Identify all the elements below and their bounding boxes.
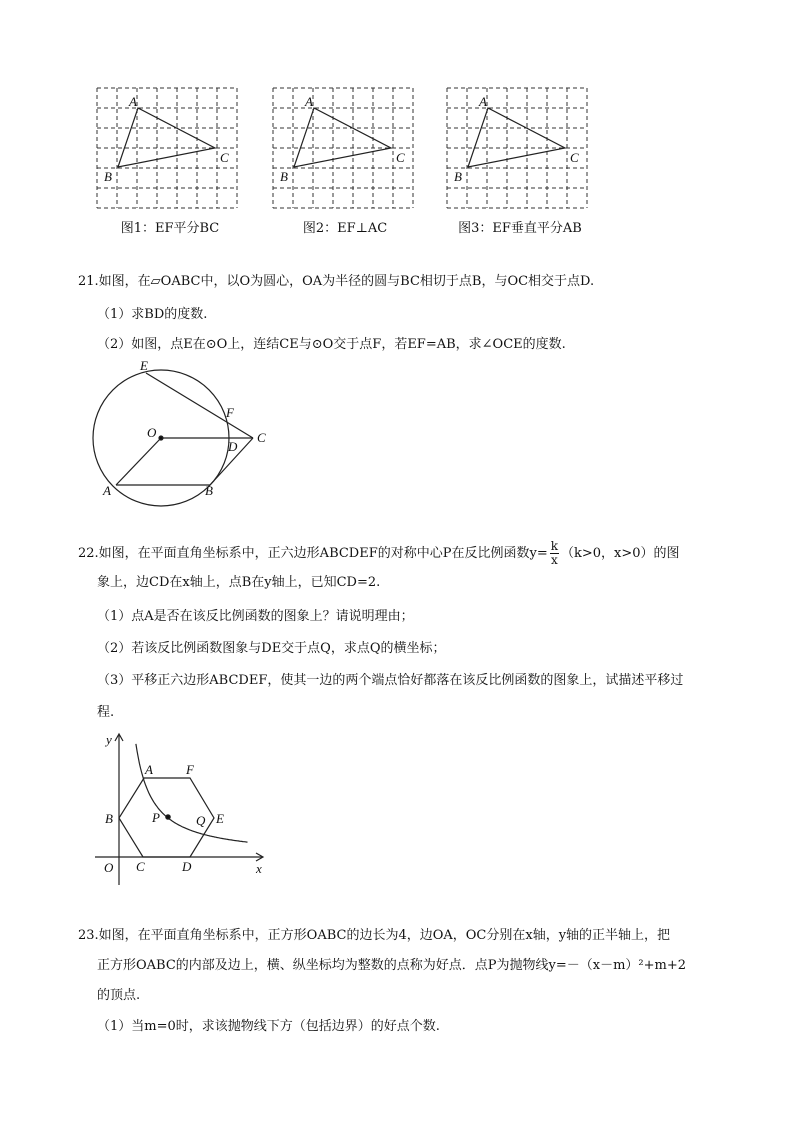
label-E: E xyxy=(140,358,148,373)
label-A: A xyxy=(129,94,137,109)
label-D: D xyxy=(228,439,238,454)
label-A: A xyxy=(479,94,487,109)
q21-stem: 21.如图，在▱OABC中，以O为圆心，OA为半径的圆与BC相切于点B，与OC相交于点D. xyxy=(78,274,595,289)
label-F: F xyxy=(186,762,194,777)
grid-figure-3 xyxy=(447,88,587,208)
q23-part1: （1）当m=0时，求该抛物线下方（包括边界）的好点个数. xyxy=(97,1019,440,1034)
q22-stem-line2: 象上，边CD在x轴上，点B在y轴上，已知CD=2. xyxy=(97,575,381,590)
label-C: C xyxy=(220,150,229,165)
q22-part2: （2）若该反比例函数图象与DE交于点Q，求点Q的横坐标； xyxy=(97,641,446,656)
label-B: B xyxy=(205,483,213,498)
fraction-denominator: x xyxy=(550,553,558,567)
label-A: A xyxy=(103,483,111,498)
label-C: C xyxy=(396,150,405,165)
label-C: C xyxy=(570,150,579,165)
fraction-numerator: k xyxy=(550,539,559,553)
q22-part1: （1）点A是否在该反比例函数的图象上？请说明理由； xyxy=(97,609,414,624)
label-C: C xyxy=(136,859,145,874)
label-O: O xyxy=(147,425,157,440)
label-A: A xyxy=(305,94,313,109)
label-O: O xyxy=(104,860,114,875)
label-A: A xyxy=(145,762,153,777)
q22-stem-a: 22.如图，在平面直角坐标系中，正六边形ABCDEF的对称中心P在反比例函数y= xyxy=(78,546,548,561)
q21-part2: （2）如图，点E在⊙O上，连结CE与⊙O交于点F，若EF=AB，求∠OCE的度数. xyxy=(97,337,566,352)
label-B: B xyxy=(105,811,113,826)
triangle-abc xyxy=(118,108,215,167)
label-Q: Q xyxy=(196,813,206,828)
label-B: B xyxy=(280,169,288,184)
grid-figure-1 xyxy=(97,88,237,208)
q23-line3: 的顶点. xyxy=(97,988,141,1003)
q22-stem-b: （k>0，x>0）的图 xyxy=(561,546,680,561)
label-F: F xyxy=(226,405,234,420)
label-x: x xyxy=(256,861,262,876)
q22-stem-line1 xyxy=(78,540,680,567)
label-P: P xyxy=(152,810,160,825)
label-B: B xyxy=(104,169,112,184)
figure-3-caption: 图3：EF垂直平分AB xyxy=(458,221,582,236)
q23-line2: 正方形OABC的内部及边上，横、纵坐标均为整数的点称为好点．点P为抛物线y=－（x－m）²+m+2 xyxy=(97,958,687,973)
label-y: y xyxy=(106,732,112,747)
fraction-k-over-x xyxy=(550,540,559,567)
figure-1-caption: 图1：EF平分BC xyxy=(120,221,220,236)
q22-figure xyxy=(95,734,263,885)
grid-figure-2 xyxy=(273,88,413,208)
segment-ec xyxy=(146,373,253,438)
q21-figure xyxy=(93,370,253,506)
triangle-abc xyxy=(468,108,565,167)
label-E: E xyxy=(216,811,224,826)
q22-part3-cont: 程. xyxy=(97,705,115,720)
point-p xyxy=(166,815,170,819)
figure-2-caption: 图2：EF⊥AC xyxy=(302,221,388,236)
q21-part1: （1）求BD的度数. xyxy=(97,307,208,322)
q23-line1: 23.如图，在平面直角坐标系中，正方形OABC的边长为4，边OA，OC分别在x轴，y轴的正半轴上，把 xyxy=(78,928,671,943)
center-dot xyxy=(159,436,163,440)
triangle-abc xyxy=(294,108,391,167)
label-C: C xyxy=(257,430,266,445)
segment-oa xyxy=(116,438,161,485)
label-D: D xyxy=(182,859,192,874)
label-B: B xyxy=(454,169,462,184)
q22-part3: （3）平移正六边形ABCDEF，使其一边的两个端点恰好都落在该反比例函数的图象上，试描述平移过 xyxy=(97,673,684,688)
hyperbola-curve xyxy=(136,744,248,842)
